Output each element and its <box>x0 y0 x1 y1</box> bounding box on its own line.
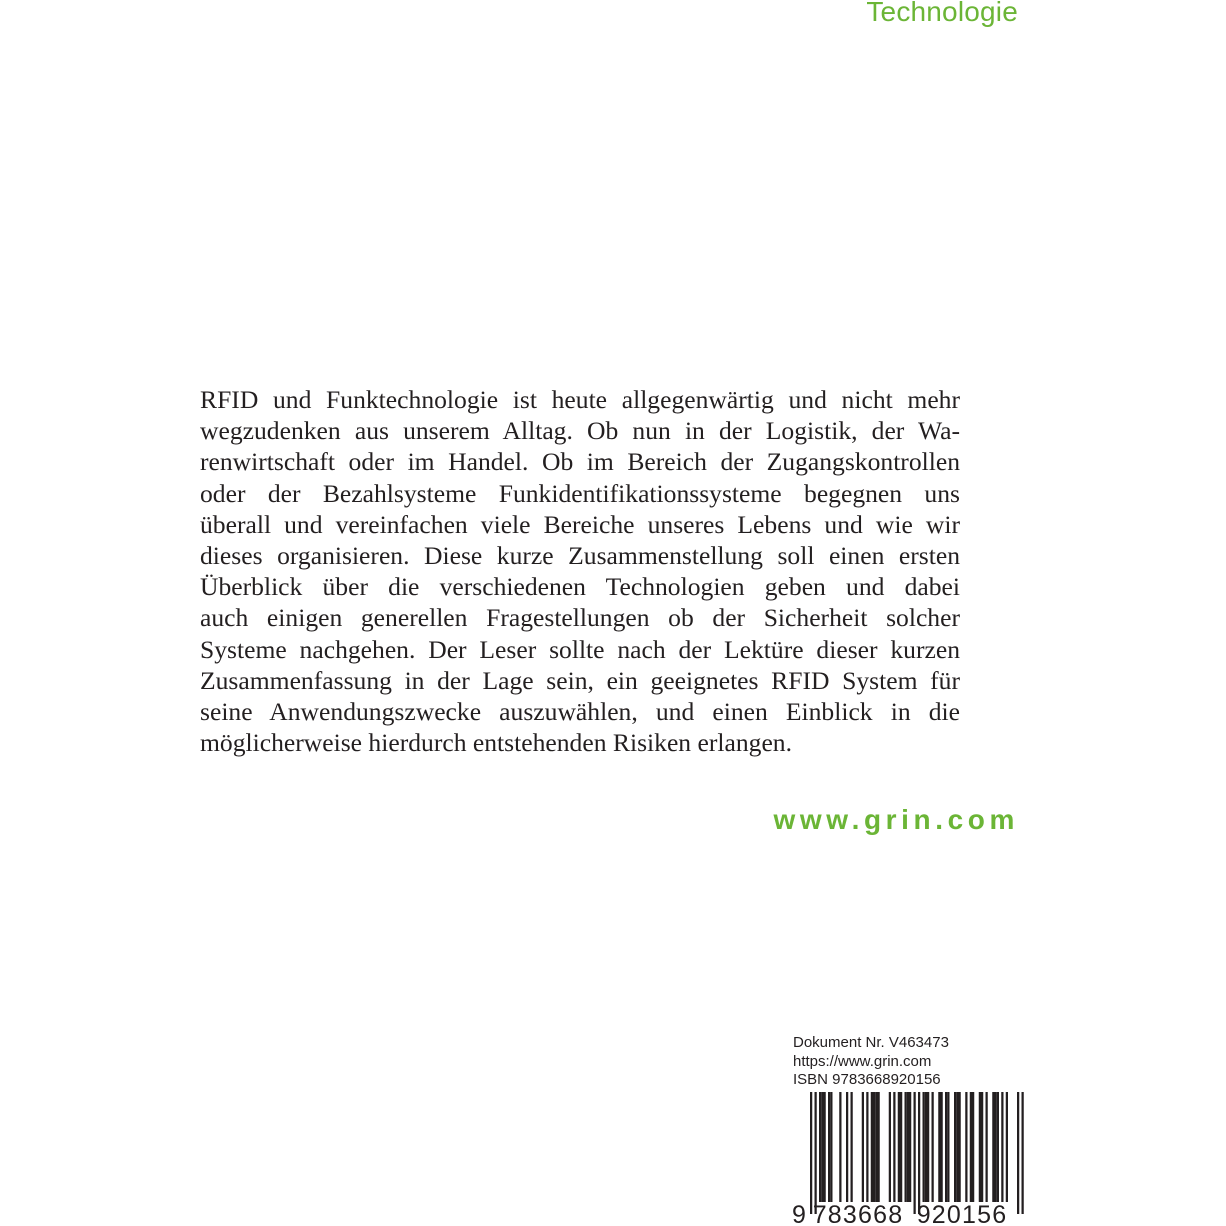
barcode-graphic <box>792 1092 1024 1226</box>
document-number: Dokument Nr. V463473 <box>793 1034 949 1051</box>
barcode-bar <box>873 1092 875 1202</box>
barcode-bar <box>923 1092 925 1202</box>
barcode-bar <box>909 1092 911 1202</box>
barcode-bar <box>900 1092 902 1202</box>
barcode-left-digits: 783668 <box>812 1201 904 1226</box>
barcode-bar <box>954 1092 956 1202</box>
isbn: ISBN 9783668920156 <box>793 1071 941 1088</box>
barcode-right-digits: 920156 <box>916 1201 1008 1226</box>
barcode-bar <box>979 1092 981 1202</box>
barcode-bar <box>878 1092 880 1202</box>
barcode-first-digit: 9 <box>792 1201 806 1226</box>
blurb-line: dieses organisieren. Diese kurze Zusammenstellung soll einen ersten <box>200 541 960 571</box>
barcode-bar <box>862 1092 864 1202</box>
barcode-bar <box>893 1092 895 1202</box>
barcode-bar <box>925 1092 927 1202</box>
barcode-bar <box>997 1092 999 1202</box>
blurb-line: Zusammenfassung in der Lage sein, ein geeignetes RFID System für <box>200 665 960 695</box>
blurb-line: RFID und Funktechnologie ist heute allgegenwärtig und nicht mehr <box>200 385 960 414</box>
barcode-bar <box>830 1092 832 1202</box>
barcode-bar <box>986 1092 988 1202</box>
website-link[interactable]: www.grin.com <box>773 804 1019 835</box>
document-meta <box>793 1034 949 1090</box>
barcode-bar <box>905 1092 907 1202</box>
barcode-bar <box>956 1092 958 1202</box>
blurb-line: möglicherweise hierdurch entstehenden Risiken erlangen. <box>200 728 793 758</box>
blurb-text <box>200 384 960 758</box>
isbn-barcode <box>792 1092 1024 1226</box>
barcode-bar <box>898 1092 900 1202</box>
barcode-bar <box>839 1092 841 1202</box>
blurb-line: oder der Bezahlsysteme Funkidentifikationssysteme begegnen uns <box>200 478 960 508</box>
barcode-bar <box>981 1092 983 1202</box>
header-title: Technologie <box>866 0 1018 27</box>
barcode-bar <box>945 1092 947 1202</box>
barcode-bar <box>907 1092 909 1202</box>
blurb-line: renwirtschaft oder im Handel. Ob im Bereich der Zugangskontrollen <box>200 447 960 477</box>
barcode-bar <box>941 1092 943 1202</box>
barcode-bar <box>927 1092 929 1202</box>
blurb-line: wegzudenken aus unserem Alltag. Ob nun in der Logistik, der Wa- <box>200 416 960 446</box>
barcode-bar <box>1017 1092 1019 1214</box>
barcode-bar <box>810 1092 812 1214</box>
barcode-bar <box>871 1092 873 1202</box>
barcode-bar <box>828 1092 830 1202</box>
barcode-bar <box>824 1092 826 1202</box>
barcode-bar <box>947 1092 949 1202</box>
barcode-bar <box>965 1092 967 1202</box>
barcode-bar <box>938 1092 940 1202</box>
barcode-bar <box>815 1092 817 1214</box>
barcode-bar <box>1022 1092 1024 1214</box>
barcode-bar <box>918 1092 920 1214</box>
barcode-bar <box>889 1092 891 1202</box>
barcode-bar <box>970 1092 972 1202</box>
barcode-bar <box>972 1092 974 1202</box>
barcode-bar <box>959 1092 961 1202</box>
blurb-line: auch einigen generellen Fragestellungen ob der Sicherheit solcher <box>200 603 960 633</box>
blurb-line: Systeme nachgehen. Der Leser sollte nach der Lektüre dieser kurzen <box>200 634 960 664</box>
barcode-bar <box>1001 1092 1003 1202</box>
barcode-bar <box>1006 1092 1008 1202</box>
barcode-bar <box>866 1092 868 1202</box>
barcode-bar <box>932 1092 934 1202</box>
barcode-bar <box>875 1092 877 1202</box>
barcode-bar <box>851 1092 853 1202</box>
barcode-bar <box>821 1092 823 1202</box>
barcode-bars <box>810 1092 1024 1214</box>
barcode-bar <box>846 1092 848 1202</box>
barcode-bar <box>819 1092 821 1202</box>
blurb-line: seine Anwendungszwecke auszuwählen, und einen Einblick in die <box>200 697 960 727</box>
barcode-bar <box>914 1092 916 1214</box>
barcode-bar <box>992 1092 994 1202</box>
document-url[interactable]: https://www.grin.com <box>793 1052 932 1070</box>
blurb-line: überall und vereinfachen viele Bereiche unseres Lebens und wie wir <box>200 509 960 539</box>
blurb-line: Überblick über die verschiedenen Technologien geben und dabei <box>200 572 960 602</box>
barcode-bar <box>995 1092 997 1202</box>
